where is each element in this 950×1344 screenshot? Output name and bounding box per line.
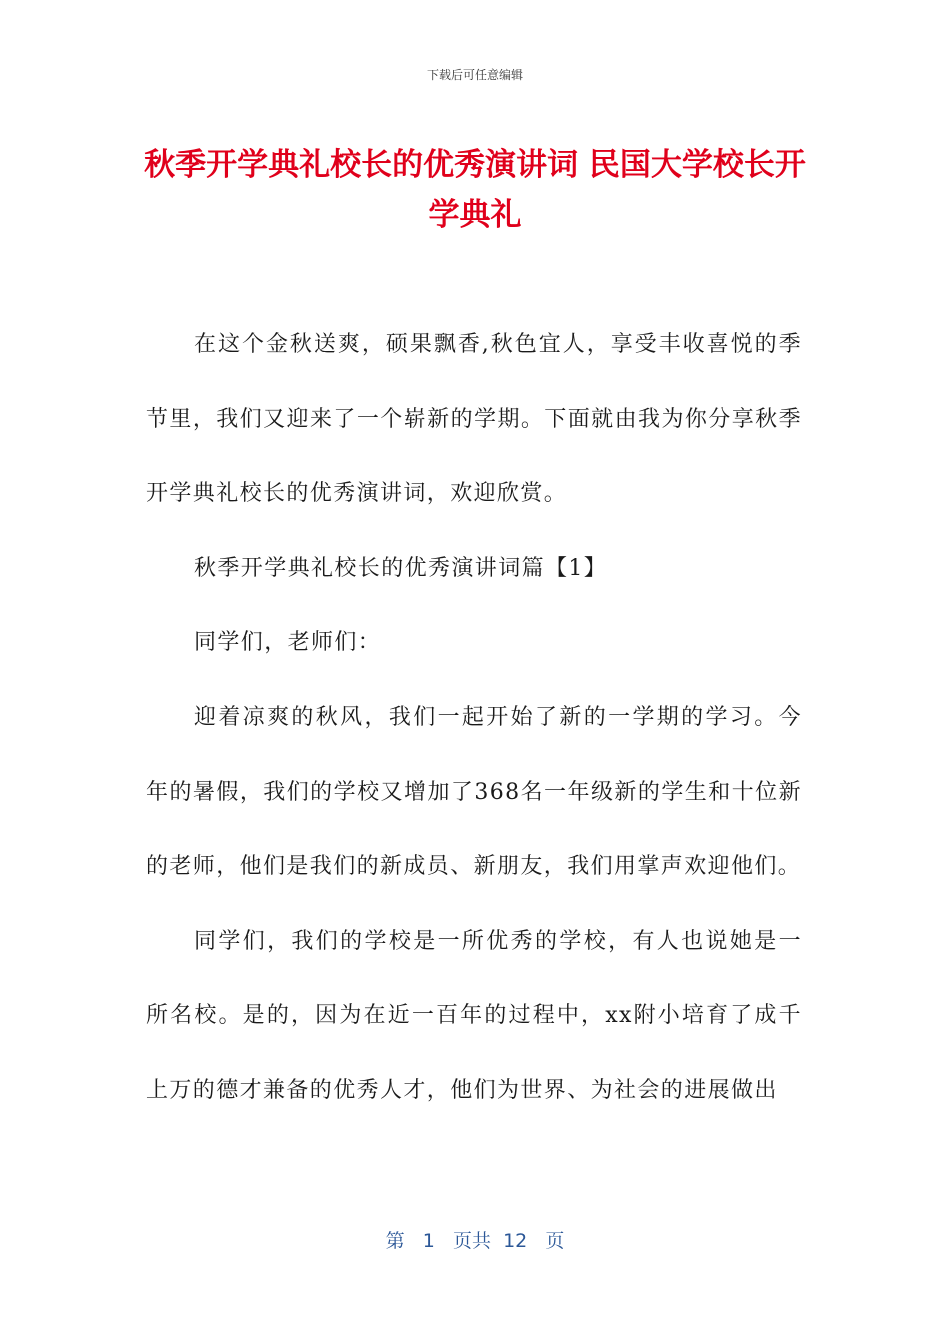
- paragraph-section-heading: 秋季开学典礼校长的优秀演讲词篇【1】: [194, 555, 608, 581]
- footer-page-prefix: 第: [385, 1230, 405, 1252]
- footer-page-middle: 页共: [452, 1230, 491, 1252]
- footer-page-total: 12: [503, 1230, 528, 1252]
- paragraph-greeting: 同学们，老师们：: [194, 630, 382, 656]
- document-body: [146, 308, 802, 1129]
- page-title: 秋季开学典礼校长的优秀演讲词 民国大学校长开学典礼: [144, 147, 806, 233]
- paragraph-body-2: 同学们，我们的学校是一所优秀的学校，有人也说她是一所名校。是的，因为在近一百年的过程中，xx附小培育了成千上万的德才兼备的优秀人才，他们为世界、为社会的进展做出: [146, 928, 802, 1103]
- footer-page-current: 1: [422, 1230, 435, 1252]
- footer-page-suffix: 页: [545, 1230, 565, 1252]
- paragraph-body-1: 迎着凉爽的秋风，我们一起开始了新的一学期的学习。今年的暑假，我们的学校又增加了368名一年级新的学生和十位新的老师，他们是我们的新成员、新朋友，我们用掌声欢迎他们。: [146, 704, 802, 880]
- paragraph-intro: 在这个金秋送爽，硕果飘香,秋色宜人，享受丰收喜悦的季节里，我们又迎来了一个崭新的学期。下面就由我为你分享秋季开学典礼校长的优秀演讲词，欢迎欣赏。: [146, 332, 802, 507]
- page-footer: [0, 1226, 950, 1253]
- header-note: 下载后可任意编辑: [426, 68, 523, 82]
